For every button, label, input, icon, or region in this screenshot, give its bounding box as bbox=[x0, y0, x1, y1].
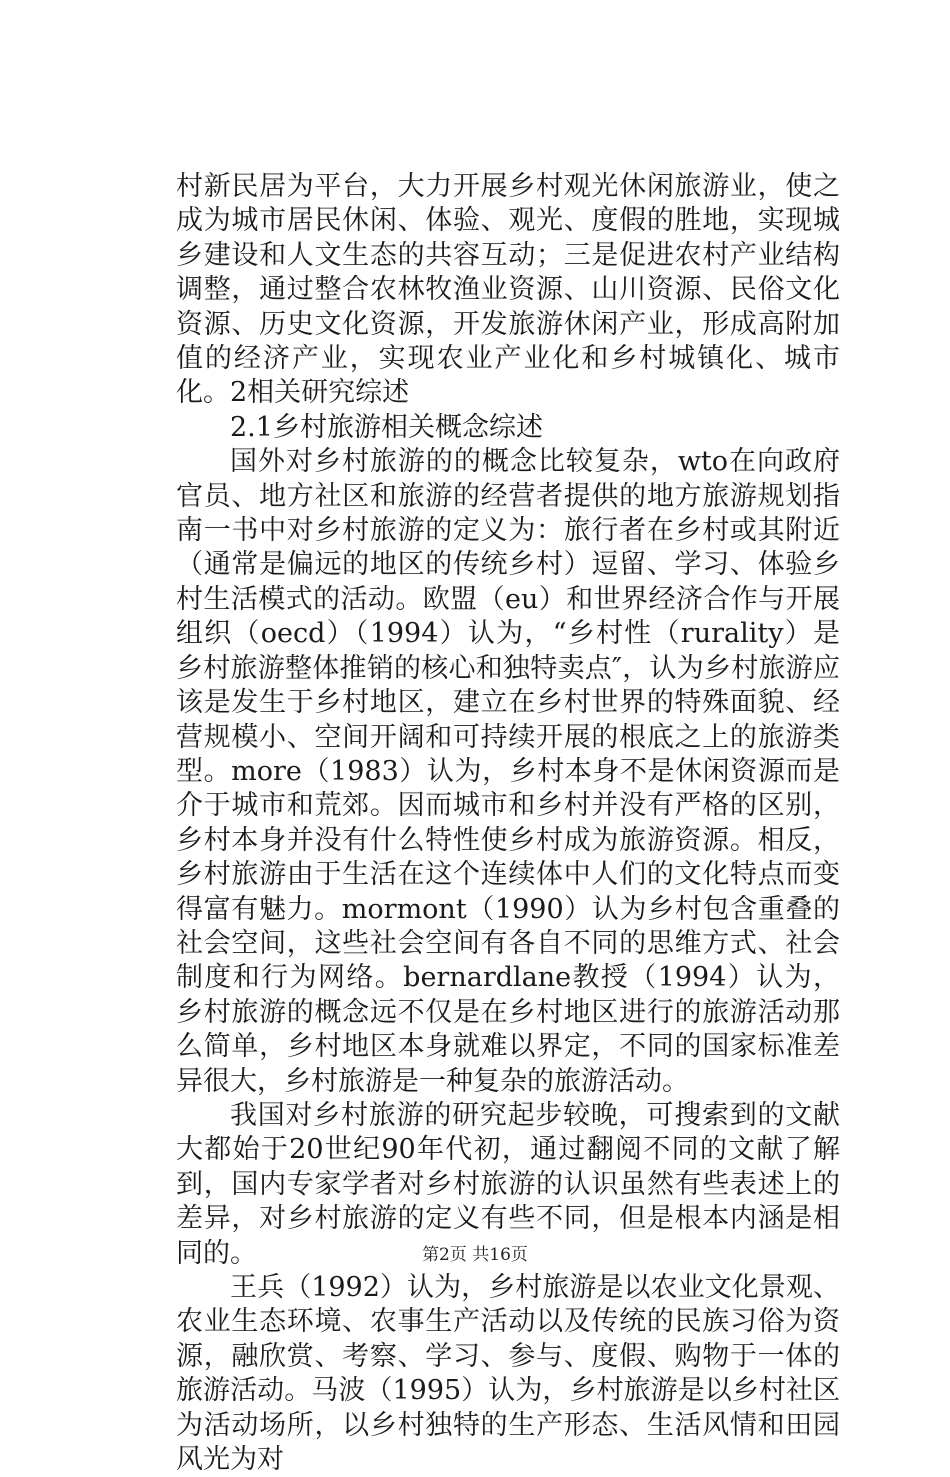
paragraph-continuation: 村新民居为平台，大力开展乡村观光休闲旅游业，使之成为城市居民休闲、体验、观光、度假的胜地，实现城乡建设和人文生态的共容互动；三是促进农村产业结构调整，通过整合农林牧渔业资源、山川资源、民俗文化资源、历史文化资源，开发旅游休闲产业，形成高附加值的经济产业，实现农业产业化和乡村城镇化、城市化。2相关研究综述 bbox=[176, 171, 840, 409]
page-footer: 第2页 共16页 bbox=[422, 1245, 528, 1265]
section-heading: 2.1乡村旅游相关概念综述 bbox=[230, 411, 543, 443]
paragraph-domestic-research: 我国对乡村旅游的研究起步较晚，可搜索到的文献大都始于20世纪90年代初，通过翻阅不同的文献了解到，国内专家学者对乡村旅游的认识虽然有些表述上的差异，对乡村旅游的定义有些不同，但是根本内涵是相同的。 bbox=[176, 1099, 840, 1269]
paragraph-scholar-definitions: 王兵（1992）认为，乡村旅游是以农业文化景观、农业生态环境、农事生产活动以及传统的民族习俗为资源，融欣赏、考察、学习、参与、度假、购物于一体的旅游活动。马波（1995）认为，乡村旅游是以乡村社区为活动场所，以乡村独特的生产形态、生活风情和田园风光为对 bbox=[176, 1272, 840, 1476]
body-text bbox=[176, 170, 840, 1477]
paragraph-foreign-research: 国外对乡村旅游的的概念比较复杂，wto在向政府官员、地方社区和旅游的经营者提供的地方旅游规划指南一书中对乡村旅游的定义为：旅行者在乡村或其附近（通常是偏远的地区的传统乡村）逗留、学习、体验乡村生活模式的活动。欧盟（eu）和世界经济合作与开展组织（oecd）（1994）认为，“乡村性（rurality）是乡村旅游整体推销的核心和独特卖点″，认为乡村旅游应该是发生于乡村地区，建立在乡村世界的特殊面貌、经营规模小、空间开阔和可持续开展的根底之上的旅游类型。more（1983）认为，乡村本身不是休闲资源而是介于城市和荒郊。因而城市和乡村并没有严格的区别，乡村本身并没有什么特性使乡村成为旅游资源。相反，乡村旅游由于生活在这个连续体中人们的文化特点而变得富有魅力。mormont（1990）认为乡村包含重叠的社会空间，这些社会空间有各自不同的思维方式、社会制度和行为网络。bernardlane教授（1994）认为，乡村旅游的概念远不仅是在乡村地区进行的旅游活动那么简单，乡村地区本身就难以界定，不同的国家标准差异很大，乡村旅游是一种复杂的旅游活动。 bbox=[176, 446, 840, 1097]
